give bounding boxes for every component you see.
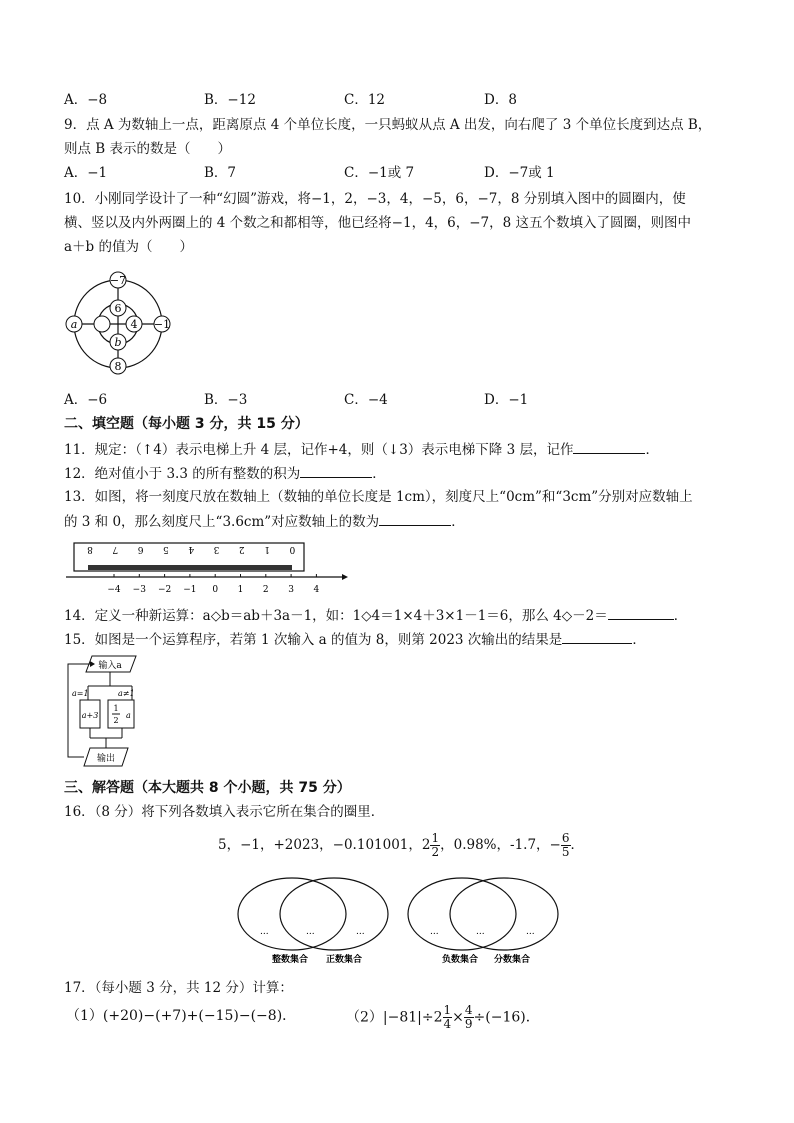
q15 — [64, 629, 646, 650]
q14-text: 14．定义一种新运算：a◇b＝ab＋3a－1，如：1◇4＝1×4＋3×1－1＝6，那么 4◇－2＝ — [64, 608, 608, 624]
svg-text:...: ... — [260, 927, 269, 937]
axis-label: −4 — [107, 585, 121, 595]
fig-inner-top: 6 — [114, 302, 122, 315]
fig-inner-bottom: b — [114, 336, 122, 349]
q10-option-c: C．−4 — [344, 392, 388, 408]
svg-text:...: ... — [356, 927, 365, 937]
ruler-label: 0 — [289, 544, 296, 554]
ruler-label: 1 — [264, 544, 270, 554]
q8-option-c: C．12 — [344, 92, 386, 108]
flow-cond-right: a≠1 — [118, 689, 135, 698]
q17-part1: （1）(+20)−(+7)+(−15)−(−8)． — [66, 1008, 297, 1024]
flow-cond-left: a=1 — [72, 689, 89, 698]
q16-numbers-b: ，0.98%，-1.7，− — [440, 837, 561, 853]
q11 — [64, 439, 659, 460]
q16-text: 16．（8 分）将下列各数填入表示它所在集合的圈里． — [64, 804, 385, 820]
ruler-numberline-figure — [62, 541, 352, 597]
fig-left: a — [70, 318, 78, 331]
fig-top: −7 — [109, 274, 127, 287]
axis-label: 2 — [262, 585, 269, 595]
q13-text: 的 3 和 0，那么刻度尺上“3.6cm”对应数轴上的数为 — [64, 514, 380, 530]
axis-label: 3 — [288, 585, 294, 595]
q9-option-b: B．7 — [204, 165, 237, 181]
axis-label: −2 — [157, 585, 172, 595]
q11-end: ． — [645, 442, 659, 458]
set-positive: 正数集合 — [326, 955, 363, 965]
ruler-label: 3 — [213, 544, 220, 554]
ruler-label: 2 — [238, 544, 245, 554]
q8-option-b: B．−12 — [204, 92, 256, 108]
fig-right: −1 — [153, 318, 171, 331]
q13-line2 — [64, 511, 465, 532]
q16-numbers: 5，−1，+2023，−0.101001，2 $\frac{1}{2}$ ，0.98%，-1.7，− $\frac{6}{5}$ ． — [218, 831, 584, 859]
q15-blank — [562, 629, 632, 644]
svg-text:...: ... — [306, 927, 315, 937]
flow-input-label: 输入a — [98, 661, 122, 671]
q9-option-a: A．−1 — [64, 165, 108, 181]
q10-line1: 10．小刚同学设计了一种“幻圆”游戏，将−1，2，−3，4，−5，6，−7，8 分别填入图中的圆圈内，使 — [64, 191, 686, 207]
axis-label: −1 — [183, 585, 197, 595]
section2-title: 二、填空题（每小题 3 分，共 15 分） — [64, 416, 309, 432]
q12-blank — [300, 463, 372, 478]
axis-label: 1 — [237, 585, 244, 595]
svg-text:...: ... — [476, 927, 485, 937]
flow-box-left-label: a+3 — [81, 711, 99, 720]
q12-end: ． — [372, 466, 386, 482]
q14-blank — [608, 605, 674, 620]
q17-text: 17．（每小题 3 分，共 12 分）计算： — [64, 980, 293, 996]
axis-arrow — [342, 574, 348, 580]
q12-text: 12．绝对值小于 3.3 的所有整数的积为 — [64, 466, 301, 482]
axis-label: −3 — [132, 585, 146, 595]
svg-text:...: ... — [526, 927, 535, 937]
q10-option-a: A．−6 — [64, 392, 108, 408]
fig-bottom: 8 — [114, 360, 122, 373]
svg-text:1: 1 — [113, 704, 119, 713]
q8-option-a: A．−8 — [64, 92, 108, 108]
set-integer: 整数集合 — [272, 955, 309, 965]
q14-end: ． — [673, 608, 688, 624]
q16-numbers-a: 5，−1，+2023，−0.101001，2 — [218, 837, 431, 853]
q10-option-d: D．−1 — [484, 392, 529, 408]
venn-diagrams — [232, 872, 562, 968]
ruler-scale-band — [88, 565, 292, 570]
svg-text:...: ... — [430, 927, 439, 937]
q12 — [64, 463, 386, 484]
q17-part2: （2）|−81|÷2 $\frac{1}{4}$ × $\frac{4}{9}$ ÷(−16)． — [346, 1003, 540, 1031]
q15-end: ． — [632, 632, 646, 648]
magic-circle-figure — [60, 266, 180, 376]
set-fraction: 分数集合 — [494, 955, 531, 965]
ruler-label: 8 — [87, 544, 93, 554]
q13-end: ． — [451, 514, 465, 530]
q13-blank — [379, 511, 451, 526]
q8-option-d: D．8 — [484, 92, 517, 108]
flow-output-label: 输出 — [96, 754, 116, 764]
ruler-label: 6 — [137, 544, 144, 554]
q9-line2: 则点 B 表示的数是（ ） — [64, 141, 232, 157]
svg-text:2: 2 — [113, 716, 119, 725]
axis-label: 0 — [212, 585, 219, 595]
q11-blank — [573, 439, 645, 454]
q11-text: 11．规定：（↑4）表示电梯上升 4 层，记作+4，则（↓3）表示电梯下降 3 层，记作 — [64, 442, 574, 458]
q10-line2: 横、竖以及内外两圈上的 4 个数之和都相等，他已经将−1，4，6，−7，8 这五个数填入了圆圈，则图中 — [64, 215, 692, 231]
section3-title: 三、解答题（本大题共 8 个小题，共 75 分） — [64, 780, 351, 796]
q10-line3: a＋b 的值为（ ） — [64, 239, 193, 255]
ruler-label: 4 — [188, 544, 195, 554]
q15-text: 15．如图是一个运算程序，若第 1 次输入 a 的值为 8，则第 2023 次输出的结果是 — [64, 632, 563, 648]
q9-option-d: D．−7或 1 — [484, 165, 555, 181]
ruler-label: 7 — [112, 544, 119, 554]
set-negative: 负数集合 — [442, 955, 479, 965]
q9-line1: 9．点 A 为数轴上一点，距离原点 4 个单位长度，一只蚂蚁从点 A 出发，向右爬了 3 个单位长度到达点 B， — [64, 117, 712, 133]
q16-last-fraction: $\frac{6}{5}$ — [561, 831, 570, 859]
svg-text:a: a — [126, 711, 131, 720]
q9-option-c: C．−1或 7 — [344, 165, 415, 181]
q13-line1: 13．如图，将一刻度尺放在数轴上（数轴的单位长度是 1cm），刻度尺上“0cm”和“3cm”分别对应数轴上 — [64, 489, 693, 505]
ruler-label: 5 — [163, 544, 169, 554]
q14 — [64, 605, 687, 626]
fig-inner-right: 4 — [130, 318, 138, 331]
axis-label: 4 — [313, 585, 320, 595]
q16-mixed-fraction: $\frac{1}{2}$ — [431, 831, 440, 859]
flowchart-figure — [62, 652, 158, 772]
q10-option-b: B．−3 — [204, 392, 248, 408]
